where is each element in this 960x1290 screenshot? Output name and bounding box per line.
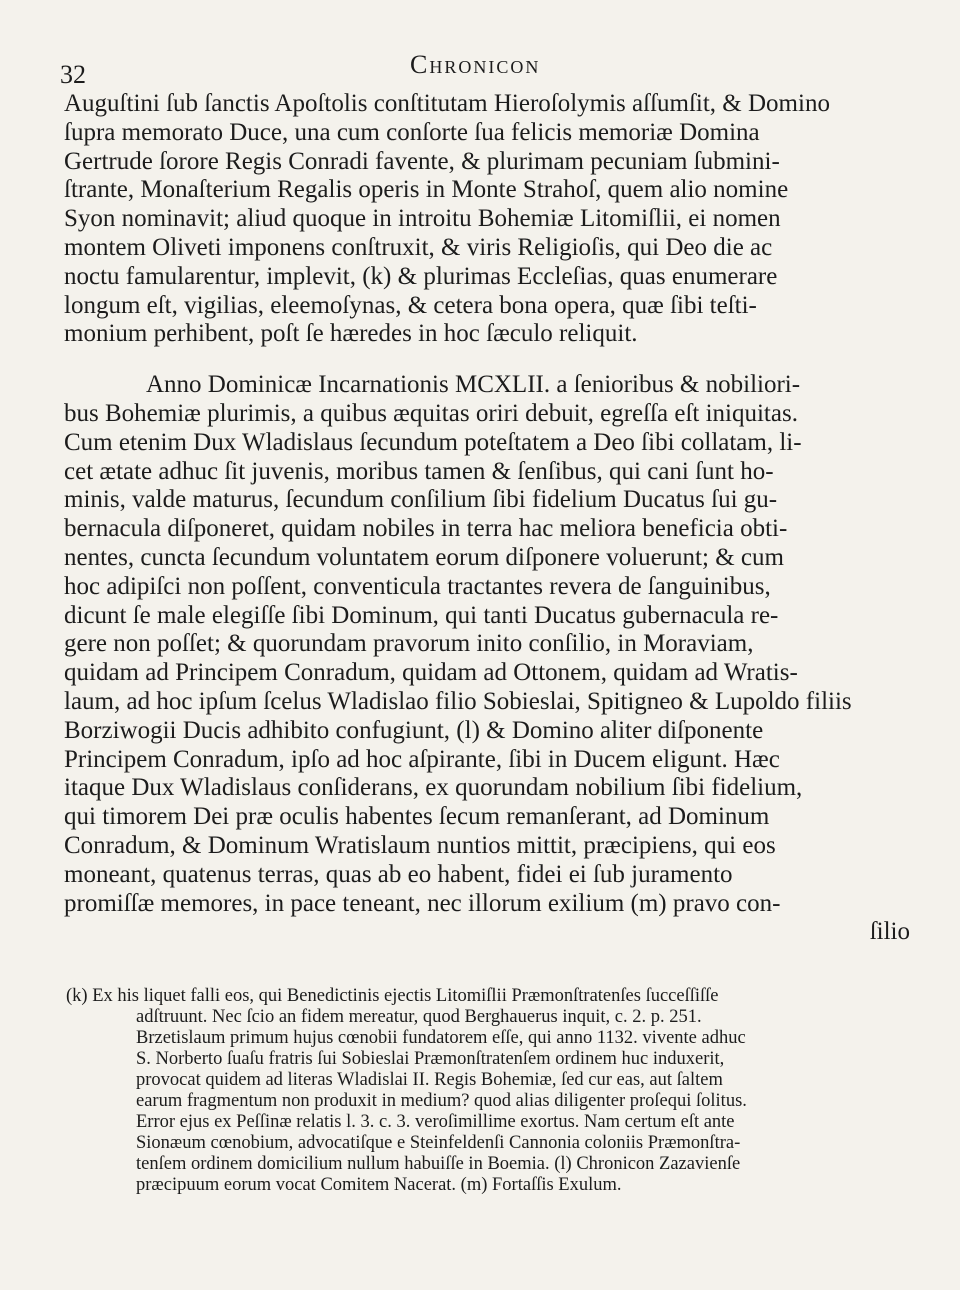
text-line: Anno Dominicæ Incarnationis MCXLII. a ſenioribus & nobiliori-: [146, 371, 801, 399]
text-line: Borziwogii Ducis adhibito confugiunt, (l) & Domino aliter diſponente: [64, 716, 764, 744]
text-line: longum eſt, vigilias, eleemoſynas, & cetera bona opera, quæ ſibi teſti-: [64, 291, 757, 319]
text-line: quidam ad Principem Conradum, quidam ad Ottonem, quidam ad Wratis-: [64, 659, 798, 687]
footnote-line: Brzetislaum primum hujus cœnobii fundatorem eſſe, qui anno 1132. vivente adhuc: [136, 1028, 746, 1048]
paragraph-2: [64, 371, 938, 947]
text-line: promiſſæ memores, in pace teneant, nec illorum exilium (m) pravo con-: [64, 889, 781, 917]
paragraph-1: [64, 90, 938, 349]
text-line: Gertrude ſorore Regis Conradi favente, & plurimam pecuniam ſubmini-: [64, 147, 780, 175]
text-line: Syon nominavit; aliud quoque in introitu Bohemiæ Litomiſlii, ei nomen: [64, 205, 781, 233]
footnote-line: Sionæum cœnobium, advocatiſque e Steinfeldenſi Cannonia coloniis Præmonſtra-: [136, 1133, 741, 1153]
footnote-line: earum fragmentum non produxit in medium? quod alias diligenter proſequi ſolitus.: [136, 1091, 747, 1111]
text-line: laum, ad hoc ipſum ſcelus Wladislao filio Sobieslai, Spitigneo & Lupoldo filiis: [64, 687, 852, 715]
text-line: ſtrante, Monaſterium Regalis operis in Monte Strahoſ, quem alio nomine: [64, 176, 789, 204]
text-line: Principem Conradum, ipſo ad hoc aſpirante, ſibi in Ducem eligunt. Hæc: [64, 745, 780, 773]
text-line: itaque Dux Wladislaus conſiderans, ex quorundam nobilium ſibi fidelium,: [64, 774, 803, 802]
text-line: dicunt ſe male elegiſſe ſibi Dominum, qui tanti Ducatus gubernacula re-: [64, 601, 779, 629]
footnote-line: tenſem ordinem domicilium nullum habuiſſe in Boemia. (l) Chronicon Zazavienſe: [136, 1154, 741, 1174]
text-line: bernacula diſponeret, quidam nobiles in terra hac meliora beneficia obti-: [64, 515, 788, 543]
text-line: noctu famularentur, implevit, (k) & plurimas Eccleſias, quas enumerare: [64, 262, 778, 290]
text-line: ſupra memorato Duce, una cum conſorte ſua felicis memoriæ Domina: [64, 118, 760, 146]
page-header: [60, 46, 940, 89]
page-number: 32: [60, 60, 86, 89]
text-line: moneant, quatenus terras, quas ab eo habent, fidei ei ſub juramento: [64, 860, 733, 888]
text-line: gere non poſſet; & quorundam pravorum inito conſilio, in Moraviam,: [64, 630, 754, 658]
footnote-line: (k) Ex his liquet falli eos, qui Benedictinis ejectis Litomiſlii Præmonſtratenſes ſucceſſiſſe: [66, 986, 719, 1006]
text-line: nentes, cuncta ſecundum voluntatem eorum diſponere voluerunt; & cum: [64, 543, 784, 571]
footnotes: [66, 986, 938, 1196]
text-line: Conradum, & Dominum Wratislaum nuntios mittit, præcipiens, qui eos: [64, 831, 776, 859]
running-title: Chronicon: [410, 50, 541, 79]
text-line: qui timorem Dei præ oculis habentes ſecum remanſerant, ad Dominum: [64, 803, 770, 831]
catchword: ſilio: [869, 918, 910, 946]
footnote-line: Error ejus ex Peſſinæ relatis l. 3. c. 3. veroſimillime exortus. Nam certum eſt ante: [136, 1112, 735, 1132]
text-line: monium perhibent, poſt ſe hæredes in hoc ſæculo reliquit.: [64, 320, 638, 348]
text-line: cet ætate adhuc ſit juvenis, moribus tamen & ſenſibus, qui cani ſunt ho-: [64, 457, 774, 485]
footnote-line: S. Norberto ſuaſu fratris ſui Sobieslai Præmonſtratenſem ordinem huc induxerit,: [136, 1049, 725, 1069]
text-line: hoc adipiſci non poſſent, conventicula tractantes revera de ſanguinibus,: [64, 572, 771, 600]
text-line: Cum etenim Dux Wladislaus ſecundum poteſtatem a Deo ſibi collatam, li-: [64, 428, 802, 456]
text-line: montem Oliveti imponens conſtruxit, & viris Religioſis, qui Deo die ac: [64, 233, 773, 261]
text-line: bus Bohemiæ plurimis, a quibus æquitas oriri debuit, egreſſa eſt iniquitas.: [64, 399, 798, 427]
footnote-line: præcipuum eorum vocat Comitem Nacerat. (m) Fortaſſis Exulum.: [136, 1175, 622, 1195]
footnote-line: provocat quidem ad literas Wladislai II. Regis Bohemiæ, ſed cur eas, aut ſaltem: [136, 1070, 723, 1090]
text-line: Auguſtini ſub ſanctis Apoſtolis conſtitutam Hieroſolymis aſſumſit, & Domino: [64, 90, 830, 117]
text-line: minis, valde maturus, ſecundum conſilium ſibi fidelium Ducatus ſui gu-: [64, 486, 778, 514]
footnote-line: adſtruunt. Nec ſcio an fidem mereatur, quod Berghauerus inquit, c. 2. p. 251.: [136, 1007, 702, 1027]
main-text: [64, 90, 938, 947]
